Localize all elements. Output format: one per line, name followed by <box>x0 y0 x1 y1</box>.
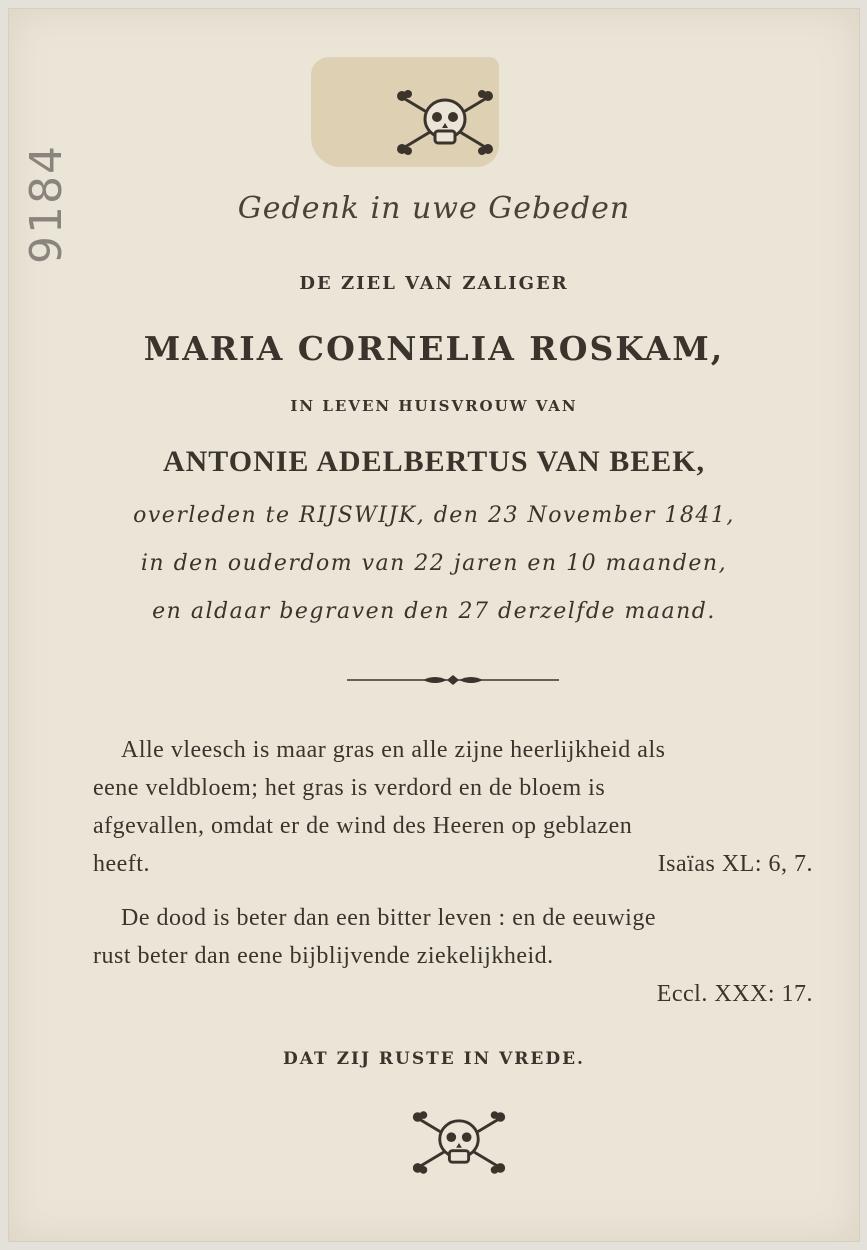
verse-ending <box>93 845 813 883</box>
verse-line: afgevallen, omdat er de wind des Heeren op geblazen <box>93 813 633 839</box>
verse-line: eene veldbloem; het gras is verdord en de bloem is <box>93 775 606 801</box>
soul-line: DE ZIEL VAN ZALIGER <box>299 273 569 294</box>
skull-crossbones-icon <box>393 89 497 155</box>
verse-line: Alle vleesch is maar gras en alle zijne heerlijkheid als <box>121 737 666 763</box>
verse-isaiah <box>93 731 813 883</box>
verse-line: De dood is beter dan een bitter leven : en de eeuwige <box>121 905 656 931</box>
memorial-card <box>8 8 860 1242</box>
death-line: overleden te RIJSWIJK, den 23 November 1841, <box>133 503 735 528</box>
skull-crossbones-icon <box>409 1109 509 1175</box>
handwritten-number: 9184 <box>20 144 72 264</box>
deceased-name: MARIA CORNELIA ROSKAM, <box>143 329 725 368</box>
verse-line: heeft. <box>93 851 150 877</box>
verse-line: rust beter dan eene bijblijvende ziekelijkheid. <box>93 943 554 969</box>
ornamental-divider <box>347 671 559 683</box>
husband-name: ANTONIE ADELBERTUS VAN BEEK, <box>162 445 706 478</box>
closing-line: DAT ZIJ RUSTE IN VREDE. <box>283 1049 585 1069</box>
verse-reference: Isaïas XL: 6, 7. <box>657 851 813 877</box>
invocation: Gedenk in uwe Gebeden <box>237 191 631 226</box>
wife-line: IN LEVEN HUISVROUW VAN <box>290 397 578 415</box>
age-line: in den ouderdom van 22 jaren en 10 maanden, <box>140 551 728 576</box>
verse-reference: Eccl. XXX: 17. <box>656 981 813 1007</box>
burial-line: en aldaar begraven den 27 derzelfde maand. <box>152 599 716 624</box>
verse-ecclesiasticus <box>93 899 813 1013</box>
